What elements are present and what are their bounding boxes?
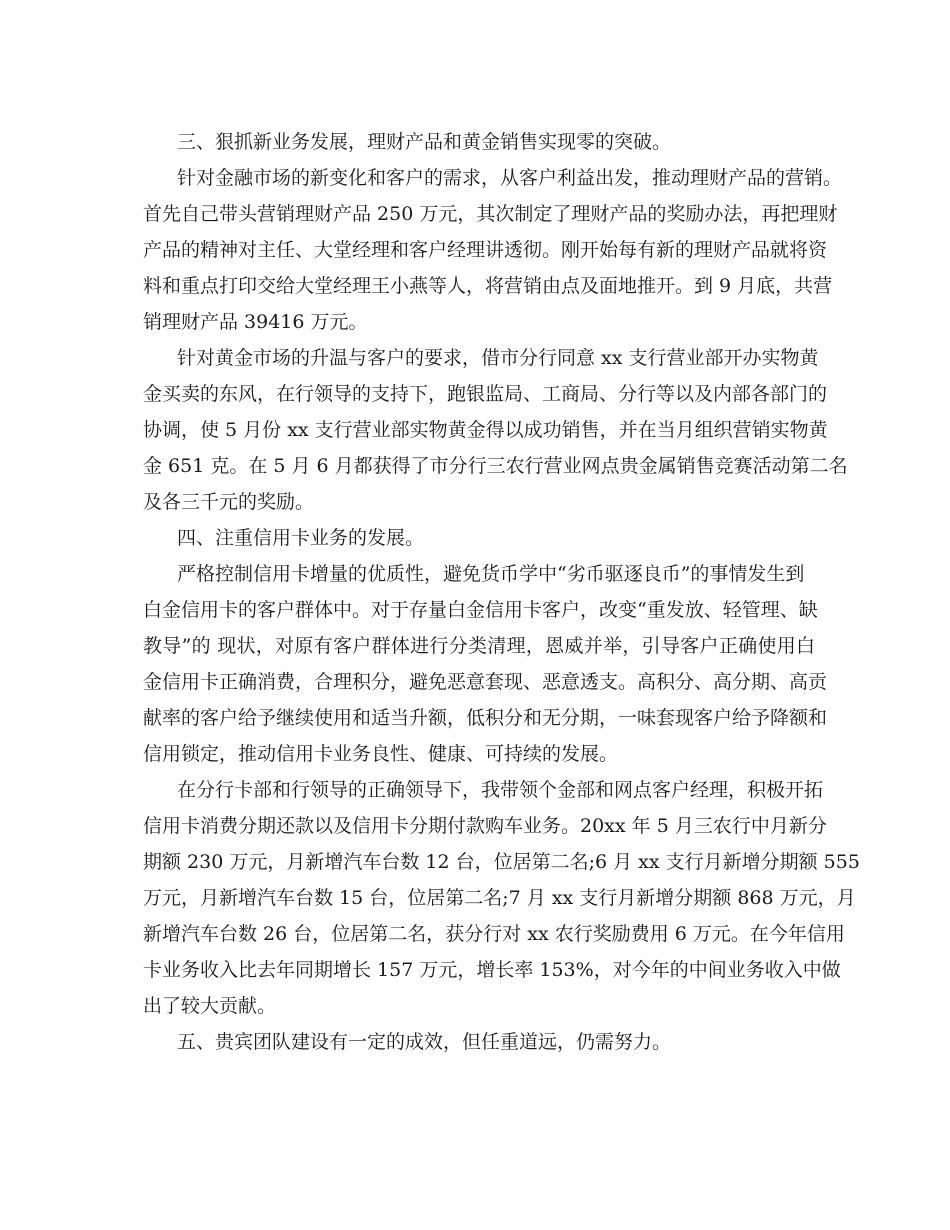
paragraph-line: 销理财产品 39416 万元。 [143, 311, 368, 333]
paragraph-line: 出了较大贡献。 [143, 995, 277, 1017]
paragraph-line: 期额 230 万元，月新增汽车台数 12 台，位居第二名;6 月 xx 支行月新增分期额 555 [143, 851, 860, 873]
document-body [143, 124, 860, 1060]
paragraph-line: 产品的精神对主任、大堂经理和客户经理讲透彻。刚开始每有新的理财产品就将资 [143, 239, 828, 261]
paragraph-line: 新增汽车台数 26 台，位居第二名，获分行对 xx 农行奖励费用 6 万元。在今年信用 [143, 923, 845, 945]
section-heading-3: 三、狠抓新业务发展，理财产品和黄金销售实现零的突破。 [177, 131, 672, 153]
section-heading-4: 四、注重信用卡业务的发展。 [177, 527, 425, 549]
paragraph-line: 卡业务收入比去年同期增长 157 万元，增长率 153%，对今年的中间业务收入中做 [143, 959, 841, 981]
paragraph-line: 严格控制信用卡增量的优质性，避免货币学中“劣币驱逐良币”的事情发生到 [177, 563, 805, 585]
paragraph-line: 教导”的 现状，对原有客户群体进行分类清理，恩威并举，引导客户正确使用白 [143, 635, 815, 657]
paragraph-line: 针对黄金市场的升温与客户的要求，借市分行同意 xx 支行营业部开办实物黄 [177, 347, 819, 369]
paragraph-line: 信用锁定，推动信用卡业务良性、健康、可持续的发展。 [143, 743, 619, 765]
paragraph-line: 针对金融市场的新变化和客户的需求，从客户利益出发，推动理财产品的营销。 [177, 167, 843, 189]
paragraph-line: 及各三千元的奖励。 [143, 491, 315, 513]
section-heading-5: 五、贵宾团队建设有一定的成效，但任重道远，仍需努力。 [177, 1031, 672, 1053]
paragraph-line: 献率的客户给予继续使用和适当升额，低积分和无分期，一味套现客户给予降额和 [143, 707, 828, 729]
paragraph-line: 金买卖的东风，在行领导的支持下，跑银监局、工商局、分行等以及内部各部门的 [143, 383, 828, 405]
paragraph-line: 首先自己带头营销理财产品 250 万元，其次制定了理财产品的奖励办法，再把理财 [143, 203, 838, 225]
paragraph-line: 白金信用卡的客户群体中。对于存量白金信用卡客户，改变“重发放、轻管理、缺 [143, 599, 818, 621]
paragraph-line: 在分行卡部和行领导的正确领导下，我带领个金部和网点客户经理，积极开拓 [177, 779, 824, 801]
paragraph-line: 万元，月新增汽车台数 15 台，位居第二名;7 月 xx 支行月新增分期额 868 万元，月 [143, 887, 856, 909]
paragraph-line: 金信用卡正确消费，合理积分，避免恶意套现、恶意透支。高积分、高分期、高贡 [143, 671, 828, 693]
paragraph-line: 信用卡消费分期还款以及信用卡分期付款购车业务。20xx 年 5 月三农行中月新分 [143, 815, 827, 837]
paragraph-line: 料和重点打印交给大堂经理王小燕等人，将营销由点及面地推开。到 9 月底，共营 [143, 275, 833, 297]
paragraph-line: 协调，使 5 月份 xx 支行营业部实物黄金得以成功销售，并在当月组织营销实物黄 [143, 419, 828, 441]
paragraph-line: 金 651 克。在 5 月 6 月都获得了市分行三农行营业网点贵金属销售竞赛活动第二名 [143, 455, 848, 477]
